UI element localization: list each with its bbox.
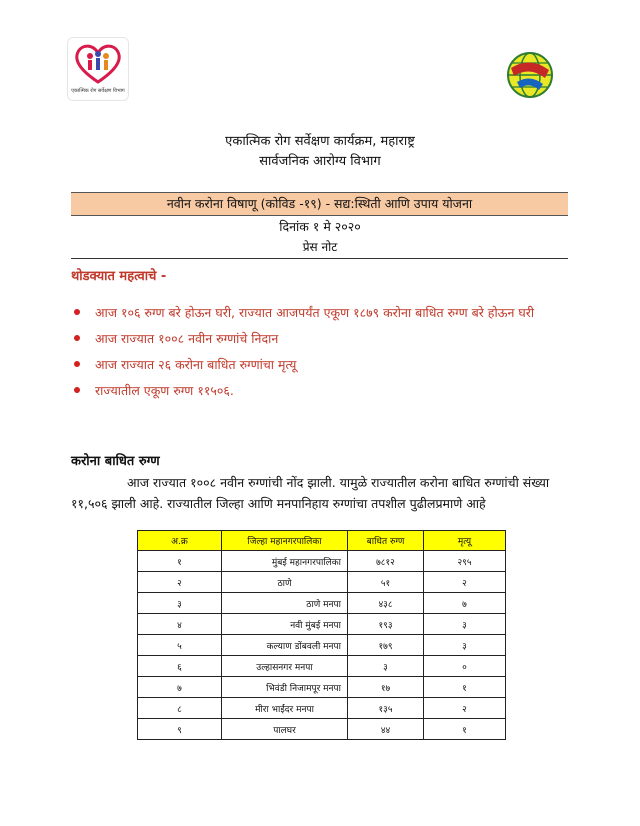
cell-serial: १ <box>138 551 222 572</box>
cell-district: उल्हासनगर मनपा <box>222 656 348 677</box>
cell-deaths: ७ <box>424 593 506 614</box>
bullet-icon <box>74 361 80 367</box>
highlight-text: आज १०६ रुग्ण बरे होऊन घरी, राज्यात आजपर्यंत एकूण १८७९ करोना बाधित रुग्ण बरे होऊन घरी <box>95 305 535 320</box>
cell-serial: ४ <box>138 614 222 635</box>
cell-serial: ६ <box>138 656 222 677</box>
section-paragraph: आज राज्यात १००८ नवीन रुग्णांची नोंद झाली. यामुळे राज्यातील करोना बाधित रुग्णांची संख्या ११,५०६ झाली आहे. राज्यातील जिल्हा आणि मनपानिहाय रुग्णांचा तपशील पुढीलप्रमाणे आहे <box>71 475 550 511</box>
highlight-text: आज राज्यात २६ करोना बाधित रुग्णांचा मृत्यू <box>95 357 297 372</box>
document-date: दिनांक १ मे २०२० <box>279 219 361 234</box>
cell-district: कल्याण डोंबवली मनपा <box>222 635 348 656</box>
cell-deaths: ० <box>424 656 506 677</box>
cell-deaths: ३ <box>424 614 506 635</box>
header-deaths: मृत्यू <box>424 531 506 551</box>
cell-serial: ३ <box>138 593 222 614</box>
highlights-list <box>71 303 571 407</box>
header-district: जिल्हा महानगरपालिका <box>222 531 348 551</box>
bullet-icon <box>74 335 80 341</box>
highlight-item <box>71 381 571 400</box>
highlight-item <box>71 303 571 322</box>
cell-district: मुंबई महानगरपालिका <box>222 551 348 572</box>
cell-serial: ५ <box>138 635 222 656</box>
table-row <box>138 593 506 614</box>
highlight-item <box>71 329 571 348</box>
cell-cases: ४३८ <box>348 593 424 614</box>
highlight-text: आज राज्यात १००८ नवीन रुग्णांचे निदान <box>95 331 279 346</box>
globe-icon <box>505 48 555 106</box>
highlight-text: राज्यातील एकूण रुग्ण ११५०६. <box>95 383 234 398</box>
table-row <box>138 656 506 677</box>
section-heading: करोना बाधित रुग्ण <box>71 454 160 469</box>
department-name: सार्वजनिक आरोग्य विभाग <box>259 154 381 169</box>
table-row <box>138 572 506 593</box>
cell-district: ठाणे मनपा <box>222 593 348 614</box>
bullet-icon <box>74 387 80 393</box>
header-serial: अ.क्र <box>138 531 222 551</box>
divider <box>71 258 568 259</box>
table-row <box>138 635 506 656</box>
cell-district: ठाणे <box>222 572 348 593</box>
document-title: नवीन करोना विषाणू (कोविड -१९) - सद्य:स्थिती आणि उपाय योजना <box>71 192 568 216</box>
program-name: एकात्मिक रोग सर्वेक्षण कार्यक्रम, महाराष्ट्र <box>225 134 415 149</box>
district-cases-table <box>137 530 506 740</box>
table-row <box>138 551 506 572</box>
cell-deaths: २ <box>424 572 506 593</box>
header-cases: बाधित रुग्ण <box>348 531 424 551</box>
cell-deaths: १ <box>424 719 506 740</box>
press-note-label: प्रेस नोट <box>302 240 338 254</box>
cell-deaths: २९५ <box>424 551 506 572</box>
table-header-row <box>138 531 506 551</box>
cell-cases: १९३ <box>348 614 424 635</box>
heart-family-icon <box>68 38 128 88</box>
cell-serial: ९ <box>138 719 222 740</box>
cell-deaths: २ <box>424 698 506 719</box>
table-row <box>138 719 506 740</box>
cell-cases: ७८१२ <box>348 551 424 572</box>
cell-district: नवी मुंबई मनपा <box>222 614 348 635</box>
cell-cases: १३५ <box>348 698 424 719</box>
cell-serial: २ <box>138 572 222 593</box>
bullet-icon <box>74 309 80 315</box>
cell-cases: ५१ <box>348 572 424 593</box>
table-row <box>138 677 506 698</box>
cell-serial: ८ <box>138 698 222 719</box>
highlight-item <box>71 355 571 374</box>
cell-district: मीरा भाईंदर मनपा <box>222 698 348 719</box>
cell-deaths: ३ <box>424 635 506 656</box>
cell-cases: ४४ <box>348 719 424 740</box>
table-row <box>138 698 506 719</box>
cell-serial: ७ <box>138 677 222 698</box>
table-row <box>138 614 506 635</box>
logo-caption: एकात्मिक रोग सर्वेक्षण विभाग <box>71 88 125 94</box>
cell-deaths: १ <box>424 677 506 698</box>
ministry-logo <box>67 37 129 101</box>
highlights-heading: थोडक्यात महत्वाचे - <box>71 269 167 284</box>
globe-logo <box>505 48 555 106</box>
cell-district: भिवंडी निजामपूर मनपा <box>222 677 348 698</box>
cell-cases: १७ <box>348 677 424 698</box>
cell-cases: १७९ <box>348 635 424 656</box>
cell-district: पालघर <box>222 719 348 740</box>
cell-cases: ३ <box>348 656 424 677</box>
